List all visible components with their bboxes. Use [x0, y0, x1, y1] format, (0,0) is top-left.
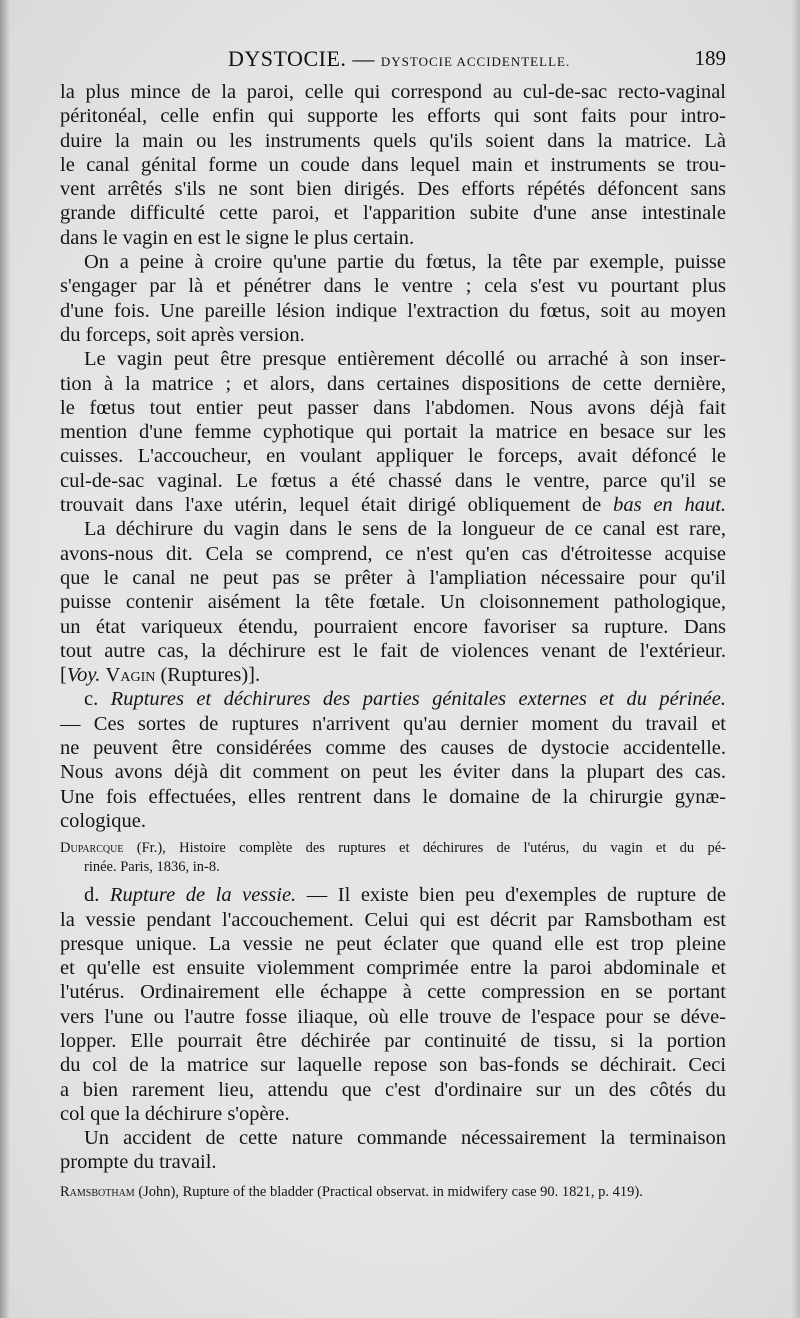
text-line: du col de la matrice sur laquelle repose son bas-fonds se déchirait. Ceci	[60, 1054, 726, 1077]
running-title	[228, 46, 570, 72]
running-title-main: DYSTOCIE.	[228, 46, 347, 71]
text-line: prompte du travail.	[60, 1151, 217, 1174]
section-heading-line	[60, 883, 726, 907]
text-line: On a peine à croire qu'une partie du fœtus, la tête par exemple, puisse	[84, 251, 726, 274]
running-header	[60, 46, 726, 76]
text-fragment: (John), Rupture of the bladder (Practical observat. in midwifery case 90. 1821, p. 419).	[138, 1183, 643, 1200]
text-line: d'une fois. Une pareille lésion indique l'extraction du fœtus, soit au moyen	[60, 299, 726, 322]
section-title: Rupture de la vessie.	[109, 884, 297, 907]
cross-reference-term: Vagin	[105, 664, 156, 687]
text-line: grande difficulté cette paroi, et l'apparition subite d'une anse intestinale	[60, 202, 726, 225]
text-line: avons-nous dit. Cela se comprend, ce n'est qu'en cas d'étroitesse acquise	[60, 542, 726, 565]
text-line: tion à la matrice ; et alors, dans certaines dispositions de cette dernière,	[60, 372, 726, 395]
section-letter: c.	[84, 688, 99, 711]
text-line: s'engager par là et pénétrer dans le ventre ; cela s'est vu pourtant plus	[60, 275, 726, 298]
voy-abbreviation: Voy.	[66, 664, 101, 687]
text-line: que le canal ne peut pas se prêter à l'ampliation nécessaire pour qu'il	[60, 566, 726, 589]
text-line: duire la main ou les instruments quels qu'ils soient dans la matrice. Là	[60, 129, 726, 152]
text-line: un état variqueux étendu, pourraient encore favoriser sa rupture. Dans	[60, 615, 726, 638]
text-line: du forceps, soit après version.	[60, 323, 305, 346]
italic-phrase: bas en haut.	[613, 494, 726, 517]
text-line: puisse contenir aisément la tête fœtale. Un cloisonnement pathologique,	[60, 591, 726, 614]
page-number: 189	[694, 46, 726, 70]
text-line: Nous avons déjà dit comment on peut les éviter dans la plupart des cas.	[60, 761, 726, 784]
text-line: vers l'une ou l'autre fosse iliaque, où elle trouve de l'espace pour se déve-	[60, 1005, 726, 1028]
text-line: — Ces sortes de ruptures n'arrivent qu'au dernier moment du travail et	[60, 712, 726, 735]
text-line: le canal génital forme un coude dans lequel main et instruments se trou-	[60, 153, 726, 176]
text-line: presque unique. La vessie ne peut éclater que quand elle est trop pleine	[60, 932, 726, 955]
text-line: péritonéal, celle enfin qui supporte les efforts qui sont faits pour intro-	[60, 105, 726, 128]
bibliography-note	[60, 1183, 726, 1202]
text-line: Un accident de cette nature commande nécessairement la terminaison	[84, 1127, 726, 1150]
text-fragment: — Il existe bien peu d'exemples de rupture de	[306, 884, 726, 907]
text-line: ne peuvent être considérées comme des causes de dystocie accidentelle.	[60, 737, 726, 760]
text-line: la plus mince de la paroi, celle qui correspond au cul-de-sac recto-vaginal	[60, 81, 726, 103]
section-heading-line	[60, 687, 726, 711]
section-title: Ruptures et déchirures des parties génitales externes et du périnée.	[110, 688, 726, 711]
text-line: dans le vagin en est le signe le plus certain.	[60, 226, 415, 249]
bracket-open: [	[60, 664, 67, 687]
running-title-dash: —	[352, 46, 375, 71]
text-line	[60, 493, 726, 517]
author-name: Ramsbotham	[60, 1183, 135, 1200]
text-line: tout autre cas, la déchirure est le fait de violences venant de l'extérieur.	[60, 639, 726, 662]
text-line: vent arrêtés s'ils ne sont bien dirigés. Des efforts répétés défoncent sans	[60, 178, 726, 201]
text-fragment: (Ruptures)].	[160, 664, 261, 687]
body-text	[60, 80, 726, 1202]
text-fragment: trouvait dans l'axe utérin, lequel était dirigé obliquement de	[60, 494, 602, 517]
text-fragment: (Fr.), Histoire complète des ruptures et déchirures de l'utérus, du vagin et du pé-	[136, 840, 726, 857]
section-letter: d.	[84, 884, 100, 907]
bibliography-note-line: rinée. Paris, 1836, in-8.	[84, 859, 220, 876]
text-line: la vessie pendant l'accouchement. Celui qui est décrit par Ramsbotham est	[60, 908, 726, 931]
text-line: l'utérus. Ordinairement elle échappe à cette compression en se portant	[60, 981, 726, 1004]
text-line: La déchirure du vagin dans le sens de la longueur de ce canal est rare,	[84, 518, 726, 541]
text-line: Une fois effectuées, elles rentrent dans le domaine de la chirurgie gynæ-	[60, 785, 726, 808]
text-line: cologique.	[60, 809, 146, 832]
text-line: cuisses. L'accoucheur, en voulant appliquer le forceps, avait défoncé le	[60, 445, 726, 468]
bibliography-note	[60, 839, 726, 858]
author-name: Duparcque	[60, 840, 124, 857]
text-line	[60, 663, 726, 687]
text-line: cul-de-sac vaginal. Le fœtus a été chassé dans le ventre, parce qu'il se	[60, 469, 726, 492]
text-line: mention d'une femme cyphotique qui portait la matrice en besace sur les	[60, 421, 726, 444]
page-left-edge	[0, 0, 10, 1318]
text-line: lopper. Elle pourrait être déchirée par continuité de tissu, si la portion	[60, 1029, 726, 1052]
running-subtitle: DYSTOCIE ACCIDENTELLE.	[380, 54, 571, 69]
text-line: le fœtus tout entier peut passer dans l'abdomen. Nous avons déjà fait	[60, 396, 726, 419]
text-line: et qu'elle est ensuite violemment comprimée entre la paroi abdominale et	[60, 957, 726, 980]
text-line: a bien rarement lieu, attendu que c'est d'ordinaire sur un des côtés du	[60, 1078, 726, 1101]
text-line: Le vagin peut être presque entièrement décollé ou arraché à son inser-	[84, 348, 726, 371]
page-right-edge	[790, 0, 800, 1318]
text-line: col que la déchirure s'opère.	[60, 1102, 290, 1125]
